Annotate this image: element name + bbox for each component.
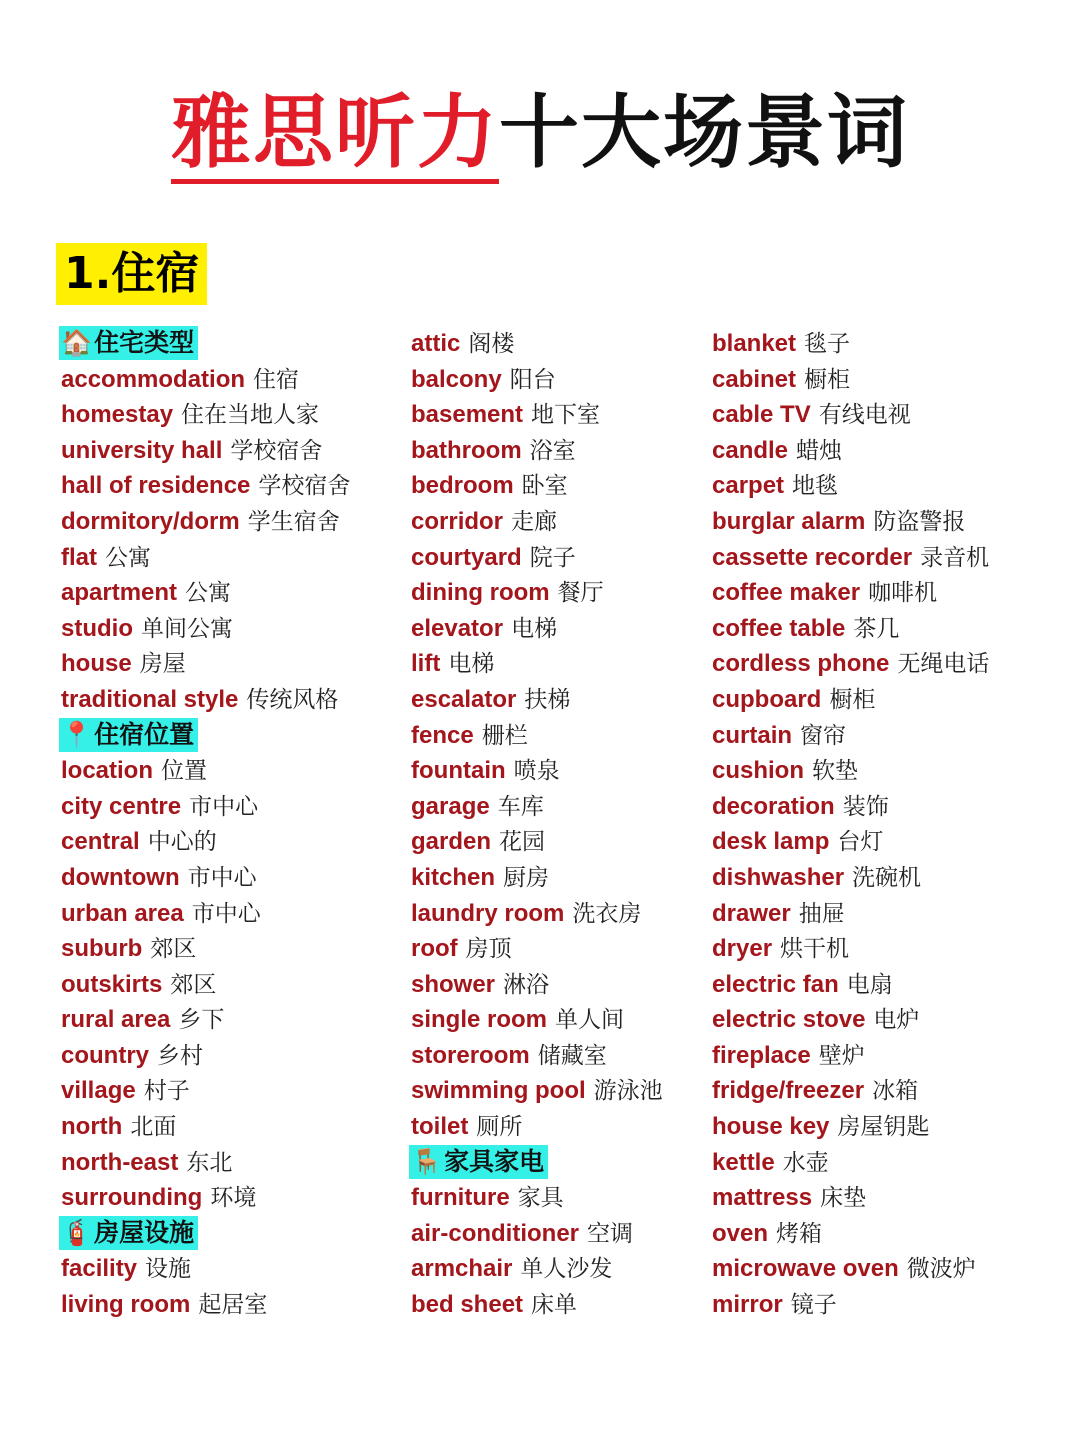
vocab-item xyxy=(712,611,989,647)
english-term: cupboard xyxy=(712,685,822,713)
english-term: carpet xyxy=(712,472,785,500)
chinese-translation: 阁楼 xyxy=(468,331,515,357)
english-term: lift xyxy=(411,650,441,678)
english-term: roof xyxy=(411,935,458,963)
vocab-item xyxy=(411,967,663,1003)
english-term: flat xyxy=(61,543,97,571)
english-term: elevator xyxy=(411,614,504,642)
vocab-item xyxy=(61,1145,350,1181)
english-term: storeroom xyxy=(411,1041,530,1069)
chinese-translation: 地下室 xyxy=(531,402,601,429)
chinese-translation: 镜子 xyxy=(790,1292,837,1319)
vocab-item xyxy=(712,326,989,362)
vocab-item xyxy=(712,1287,989,1323)
english-term: studio xyxy=(61,614,133,642)
chinese-translation: 烘干机 xyxy=(780,936,850,963)
english-term: apartment xyxy=(61,579,178,607)
chinese-translation: 住宿 xyxy=(253,366,300,393)
vocab-item xyxy=(61,1180,350,1216)
vocab-item xyxy=(712,397,989,433)
vocab-item xyxy=(411,753,663,789)
english-term: house key xyxy=(712,1113,830,1141)
chinese-translation: 有线电视 xyxy=(818,402,911,429)
english-term: coffee maker xyxy=(712,579,861,607)
vocab-item xyxy=(712,1180,989,1216)
vocab-item xyxy=(712,682,989,718)
chinese-translation: 电梯 xyxy=(448,651,495,678)
chinese-translation: 东北 xyxy=(186,1149,233,1176)
vocab-item xyxy=(411,896,663,932)
chinese-translation: 床单 xyxy=(531,1292,578,1319)
english-term: mirror xyxy=(712,1291,783,1319)
chinese-translation: 厕所 xyxy=(476,1114,523,1141)
chinese-translation: 传统风格 xyxy=(246,686,339,713)
vocab-item xyxy=(712,931,989,967)
vocab-item xyxy=(61,1002,350,1038)
vocab-item xyxy=(411,540,663,576)
english-term: courtyard xyxy=(411,543,522,571)
chinese-translation: 单人沙发 xyxy=(520,1256,613,1283)
english-term: drawer xyxy=(712,899,791,927)
chinese-translation: 环境 xyxy=(210,1185,257,1212)
fire-extinguisher-icon: 🧯 xyxy=(61,1217,93,1247)
chair-icon: 🪑 xyxy=(411,1146,443,1176)
vocab-item xyxy=(712,540,989,576)
vocab-item xyxy=(712,1073,989,1109)
english-term: university hall xyxy=(61,436,223,464)
vocab-item xyxy=(712,860,989,896)
chinese-translation: 郊区 xyxy=(170,971,217,998)
vocab-item xyxy=(61,682,350,718)
chinese-translation: 院子 xyxy=(529,544,576,571)
vocab-item xyxy=(61,824,350,860)
chinese-translation: 冰箱 xyxy=(872,1078,919,1105)
chinese-translation: 餐厅 xyxy=(557,580,604,607)
chinese-translation: 单间公寓 xyxy=(141,615,233,642)
vocab-item xyxy=(411,1073,663,1109)
english-term: oven xyxy=(712,1219,769,1247)
english-term: corridor xyxy=(411,507,504,535)
chinese-translation: 喷泉 xyxy=(513,758,560,785)
chinese-translation: 北面 xyxy=(130,1114,177,1141)
vocab-item xyxy=(712,575,989,611)
english-term: blanket xyxy=(712,330,797,357)
english-term: swimming pool xyxy=(411,1077,586,1105)
english-term: air-conditioner xyxy=(411,1219,580,1247)
english-term: central xyxy=(61,828,140,856)
vocab-column-1 xyxy=(61,326,350,1323)
vocab-item xyxy=(712,1216,989,1252)
chinese-translation: 橱柜 xyxy=(804,366,851,393)
english-term: balcony xyxy=(411,365,502,393)
english-term: burglar alarm xyxy=(712,507,866,535)
chinese-translation: 栅栏 xyxy=(481,722,528,749)
english-term: armchair xyxy=(411,1255,513,1283)
vocab-item xyxy=(712,468,989,504)
chinese-translation: 窗帘 xyxy=(800,722,847,749)
chinese-translation: 游泳池 xyxy=(593,1078,663,1105)
vocab-item xyxy=(61,611,350,647)
chinese-translation: 烤箱 xyxy=(776,1220,823,1247)
subsection-header xyxy=(61,718,350,754)
english-term: country xyxy=(61,1041,150,1069)
chinese-translation: 位置 xyxy=(161,758,208,785)
english-term: bathroom xyxy=(411,436,522,464)
chinese-translation: 床垫 xyxy=(820,1185,867,1212)
vocab-item xyxy=(411,504,663,540)
english-term: shower xyxy=(411,970,496,998)
vocab-item xyxy=(712,1038,989,1074)
english-term: cordless phone xyxy=(712,650,890,678)
subsection-header xyxy=(411,1145,663,1181)
english-term: escalator xyxy=(411,685,517,713)
english-term: bed sheet xyxy=(411,1291,524,1319)
chinese-translation: 乡村 xyxy=(157,1042,204,1069)
english-term: mattress xyxy=(712,1184,813,1212)
vocab-item xyxy=(61,860,350,896)
chinese-translation: 设施 xyxy=(145,1256,192,1283)
english-term: cable TV xyxy=(712,401,811,429)
chinese-translation: 市中心 xyxy=(187,864,257,891)
chinese-translation: 市中心 xyxy=(189,793,259,820)
vocab-item xyxy=(61,967,350,1003)
chinese-translation: 单人间 xyxy=(555,1007,625,1034)
english-term: attic xyxy=(411,330,461,357)
english-term: coffee table xyxy=(712,614,846,642)
vocab-item xyxy=(411,433,663,469)
vocab-item xyxy=(411,682,663,718)
chinese-translation: 装饰 xyxy=(842,793,889,820)
english-term: candle xyxy=(712,436,789,464)
vocab-item xyxy=(411,1002,663,1038)
subsection-tag xyxy=(409,1145,548,1179)
vocab-item xyxy=(712,433,989,469)
english-term: hall of residence xyxy=(61,472,251,500)
vocab-item xyxy=(712,789,989,825)
chinese-translation: 学校宿舍 xyxy=(258,473,351,500)
chinese-translation: 地毯 xyxy=(792,473,839,500)
english-term: decoration xyxy=(712,792,835,820)
english-term: fireplace xyxy=(712,1041,811,1069)
english-term: furniture xyxy=(411,1184,510,1212)
vocab-item xyxy=(411,1251,663,1287)
english-term: fountain xyxy=(411,757,506,785)
vocab-item xyxy=(61,1073,350,1109)
subsection-label: 家具家电 xyxy=(444,1146,545,1176)
chinese-translation: 车库 xyxy=(497,793,544,820)
section-heading: 1.住宿 xyxy=(56,243,207,305)
vocab-item xyxy=(411,718,663,754)
vocab-item xyxy=(61,397,350,433)
english-term: urban area xyxy=(61,899,184,927)
chinese-translation: 微波炉 xyxy=(906,1256,976,1283)
chinese-translation: 茶几 xyxy=(853,615,900,642)
english-term: north xyxy=(61,1113,123,1141)
english-term: downtown xyxy=(61,863,180,891)
chinese-translation: 房屋 xyxy=(139,651,186,678)
chinese-translation: 防盗警报 xyxy=(873,508,966,535)
english-term: surrounding xyxy=(61,1184,203,1212)
chinese-translation: 市中心 xyxy=(191,900,261,927)
english-term: facility xyxy=(61,1255,138,1283)
vocab-item xyxy=(61,468,350,504)
vocab-item xyxy=(61,433,350,469)
english-term: cabinet xyxy=(712,365,797,393)
vocab-item xyxy=(712,1145,989,1181)
english-term: accommodation xyxy=(61,365,246,393)
vocab-item xyxy=(411,646,663,682)
vocab-item xyxy=(411,1216,663,1252)
subsection-tag xyxy=(59,1216,198,1250)
english-term: fridge/freezer xyxy=(712,1077,865,1105)
subsection-header xyxy=(61,326,350,362)
english-term: fence xyxy=(411,721,474,749)
chinese-translation: 毯子 xyxy=(804,331,851,357)
vocab-item xyxy=(61,931,350,967)
vocab-item xyxy=(712,753,989,789)
chinese-translation: 咖啡机 xyxy=(868,580,938,607)
chinese-translation: 壁炉 xyxy=(818,1042,865,1069)
english-term: living room xyxy=(61,1291,191,1319)
english-term: kitchen xyxy=(411,863,496,891)
vocab-item xyxy=(61,789,350,825)
vocab-item xyxy=(411,860,663,896)
english-term: cassette recorder xyxy=(712,543,913,571)
chinese-translation: 阳台 xyxy=(509,366,556,393)
english-term: bedroom xyxy=(411,472,514,500)
english-term: dishwasher xyxy=(712,863,845,891)
chinese-translation: 厨房 xyxy=(503,864,550,891)
pin-icon: 📍 xyxy=(61,719,93,749)
english-term: basement xyxy=(411,401,524,429)
english-term: electric fan xyxy=(712,970,839,998)
vocab-item xyxy=(411,1287,663,1323)
vocab-item xyxy=(61,646,350,682)
house-icon: 🏠 xyxy=(61,328,93,357)
chinese-translation: 家具 xyxy=(517,1185,564,1212)
vocab-item xyxy=(61,362,350,398)
vocab-item xyxy=(411,397,663,433)
chinese-translation: 中心的 xyxy=(147,829,217,856)
chinese-translation: 水壶 xyxy=(782,1149,829,1176)
chinese-translation: 学校宿舍 xyxy=(230,437,323,464)
vocab-item xyxy=(712,1251,989,1287)
chinese-translation: 橱柜 xyxy=(829,686,876,713)
chinese-translation: 淋浴 xyxy=(503,971,550,998)
vocab-item xyxy=(411,1180,663,1216)
vocab-item xyxy=(61,575,350,611)
english-term: curtain xyxy=(712,721,793,749)
english-term: north-east xyxy=(61,1148,179,1176)
subsection-label: 住宿位置 xyxy=(94,719,195,749)
english-term: house xyxy=(61,650,132,678)
chinese-translation: 房顶 xyxy=(465,936,512,963)
chinese-translation: 乡下 xyxy=(178,1007,225,1034)
vocab-item xyxy=(61,1287,350,1323)
chinese-translation: 台灯 xyxy=(837,829,884,856)
english-term: microwave oven xyxy=(712,1255,899,1283)
subsection-tag xyxy=(59,326,198,360)
vocab-column-2 xyxy=(411,326,663,1323)
subsection-header xyxy=(61,1216,350,1252)
vocab-item xyxy=(61,540,350,576)
vocab-item xyxy=(712,896,989,932)
english-term: traditional style xyxy=(61,685,239,713)
english-term: garden xyxy=(411,828,492,856)
chinese-translation: 公寓 xyxy=(105,544,151,571)
english-term: homestay xyxy=(61,401,174,429)
vocab-item xyxy=(411,468,663,504)
chinese-translation: 蜡烛 xyxy=(796,437,843,464)
vocab-item xyxy=(712,1109,989,1145)
chinese-translation: 村子 xyxy=(143,1078,190,1105)
english-term: outskirts xyxy=(61,970,163,998)
english-term: desk lamp xyxy=(712,828,830,856)
vocab-item xyxy=(712,967,989,1003)
english-term: location xyxy=(61,757,154,785)
chinese-translation: 卧室 xyxy=(521,473,568,500)
english-term: dining room xyxy=(411,579,550,607)
vocab-item xyxy=(411,611,663,647)
chinese-translation: 电梯 xyxy=(511,615,558,642)
vocab-item xyxy=(411,824,663,860)
english-term: rural area xyxy=(61,1006,171,1034)
english-term: dryer xyxy=(712,935,773,963)
chinese-translation: 储藏室 xyxy=(537,1042,607,1069)
vocab-item xyxy=(61,753,350,789)
english-term: single room xyxy=(411,1006,548,1034)
vocab-item xyxy=(61,896,350,932)
chinese-translation: 洗碗机 xyxy=(852,864,922,891)
vocab-column-3 xyxy=(712,326,989,1323)
english-term: electric stove xyxy=(712,1006,866,1034)
chinese-translation: 扶梯 xyxy=(524,686,571,713)
chinese-translation: 电扇 xyxy=(846,971,893,998)
vocab-item xyxy=(411,575,663,611)
vocab-item xyxy=(411,326,663,362)
page-title xyxy=(0,78,1080,188)
subsection-tag xyxy=(59,718,198,752)
chinese-translation: 住在当地人家 xyxy=(181,402,320,429)
english-term: kettle xyxy=(712,1148,775,1176)
vocab-item xyxy=(61,1251,350,1287)
vocab-item xyxy=(712,504,989,540)
chinese-translation: 空调 xyxy=(587,1220,634,1247)
vocab-item xyxy=(411,1038,663,1074)
chinese-translation: 公寓 xyxy=(185,580,232,607)
title-black-part: 十大场景词 xyxy=(499,86,909,179)
vocab-item xyxy=(411,931,663,967)
english-term: city centre xyxy=(61,792,182,820)
subsection-label: 房屋设施 xyxy=(94,1217,195,1247)
chinese-translation: 软垫 xyxy=(812,758,859,785)
english-term: dormitory/dorm xyxy=(61,507,240,535)
chinese-translation: 无绳电话 xyxy=(897,651,990,678)
english-term: toilet xyxy=(411,1113,469,1141)
vocab-item xyxy=(411,362,663,398)
english-term: village xyxy=(61,1077,136,1105)
chinese-translation: 走廊 xyxy=(511,508,558,535)
vocab-item xyxy=(712,1002,989,1038)
chinese-translation: 电炉 xyxy=(873,1007,920,1034)
chinese-translation: 录音机 xyxy=(920,544,990,571)
chinese-translation: 房屋钥匙 xyxy=(837,1114,930,1141)
vocab-item xyxy=(411,1109,663,1145)
english-term: suburb xyxy=(61,935,143,963)
title-red-part: 雅思听力 xyxy=(171,86,499,184)
chinese-translation: 浴室 xyxy=(529,437,576,464)
chinese-translation: 郊区 xyxy=(150,936,197,963)
vocab-item xyxy=(712,646,989,682)
vocab-item xyxy=(712,362,989,398)
chinese-translation: 学生宿舍 xyxy=(247,508,340,535)
vocab-item xyxy=(61,504,350,540)
vocab-item xyxy=(411,789,663,825)
vocab-item xyxy=(712,824,989,860)
vocab-item xyxy=(712,718,989,754)
english-term: garage xyxy=(411,792,490,820)
subsection-label: 住宅类型 xyxy=(94,328,195,357)
english-term: laundry room xyxy=(411,899,565,927)
vocab-item xyxy=(61,1109,350,1145)
chinese-translation: 洗衣房 xyxy=(572,900,642,927)
chinese-translation: 起居室 xyxy=(198,1292,268,1319)
chinese-translation: 花园 xyxy=(499,829,546,856)
vocab-item xyxy=(61,1038,350,1074)
chinese-translation: 抽屉 xyxy=(798,900,845,927)
english-term: cushion xyxy=(712,757,805,785)
